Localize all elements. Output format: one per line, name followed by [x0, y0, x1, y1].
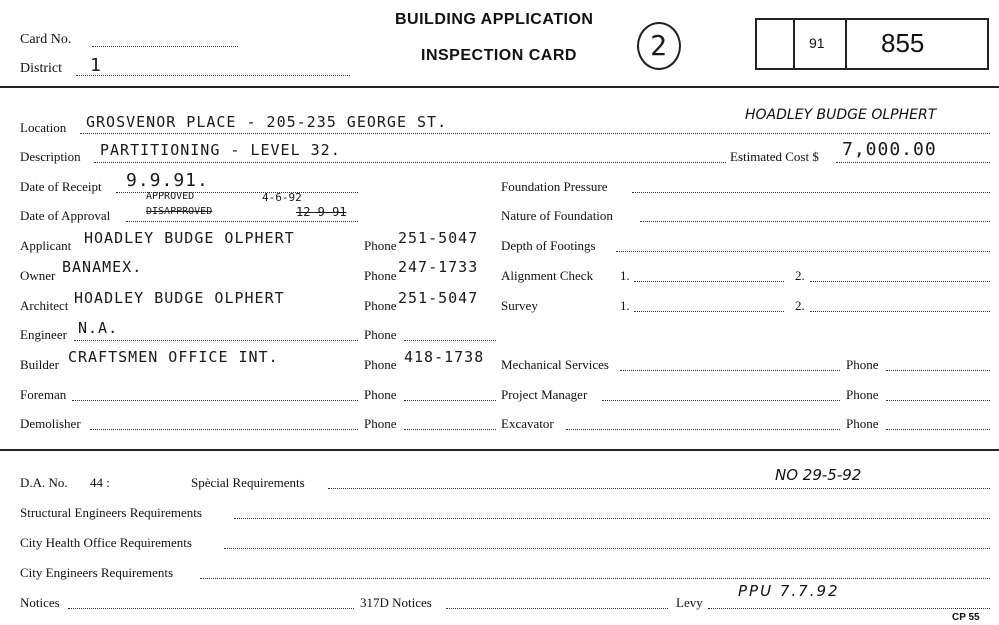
pm-phone-line: [886, 400, 990, 401]
location-note: HOADLEY BUDGE OLPHERT: [745, 107, 937, 123]
architect-phone-label: Phone: [364, 298, 397, 313]
foreman-label: Foreman: [20, 387, 67, 402]
year-cell: 91: [793, 20, 847, 68]
date-receipt-value: 9.9.91.: [126, 170, 209, 191]
excavator-label: Excavator: [501, 416, 554, 431]
architect-value: HOADLEY BUDGE OLPHERT: [74, 289, 285, 307]
depth-footings-line: [616, 251, 990, 252]
demolisher-label: Demolisher: [20, 416, 81, 431]
form-code: CP 55: [952, 612, 980, 623]
foreman-line: [72, 400, 358, 401]
demolisher-phone-line: [404, 429, 496, 430]
card-number: 855: [881, 28, 925, 58]
owner-value: BANAMEX.: [62, 258, 143, 276]
survey-1: 1.: [620, 298, 630, 313]
applicant-label: Applicant: [20, 238, 72, 253]
engineer-phone-line: [404, 340, 496, 341]
alignment-2: 2.: [795, 268, 805, 283]
notices-317d-label: 317D Notices: [360, 595, 432, 610]
levy-value: PPU 7.7.92: [738, 582, 840, 600]
district-line: [76, 75, 350, 76]
alignment-2-line: [810, 281, 990, 282]
excavator-phone-line: [886, 429, 990, 430]
structural-req-label: Structural Engineers Requirements: [20, 505, 202, 520]
date-approval-label: Date of Approval: [20, 208, 111, 223]
survey-1-line: [634, 311, 784, 312]
notices-label: Notices: [20, 595, 60, 610]
card-no-line: [92, 46, 238, 47]
description-label: Description: [20, 149, 81, 164]
mechanical-phone-label: Phone: [846, 357, 879, 372]
divider-middle: [0, 449, 999, 451]
estimated-cost-value: 7,000.00: [842, 139, 937, 160]
approval-approved-note: APPROVED: [146, 191, 195, 202]
structural-req-line: [234, 518, 990, 519]
special-req-line: [328, 488, 990, 489]
location-label: Location: [20, 120, 67, 135]
special-req-value: NO 29-5-92: [775, 466, 862, 484]
applicant-value: HOADLEY BUDGE OLPHERT: [84, 229, 295, 247]
survey-2-line: [810, 311, 990, 312]
city-eng-req-line: [200, 578, 990, 579]
engineer-value: N.A.: [78, 319, 119, 337]
builder-phone: 418-1738: [404, 348, 485, 366]
foreman-phone-line: [404, 400, 496, 401]
date-receipt-label: Date of Receipt: [20, 179, 102, 194]
notices-317d-line: [446, 608, 668, 609]
title-line-2: INSPECTION CARD: [421, 47, 577, 64]
architect-label: Architect: [20, 298, 69, 313]
approval-disapproved-note: DISAPPROVED: [146, 206, 213, 217]
mechanical-line: [620, 370, 840, 371]
depth-footings-label: Depth of Footings: [501, 238, 596, 253]
applicant-phone: 251-5047: [398, 229, 479, 247]
estimated-cost-label: Estimated Cost $: [730, 149, 819, 164]
demolisher-line: [90, 429, 358, 430]
applicant-phone-label: Phone: [364, 238, 397, 253]
district-label: District: [20, 61, 62, 76]
engineer-line: [74, 340, 358, 341]
estimated-cost-line: [836, 162, 990, 163]
architect-phone: 251-5047: [398, 289, 479, 307]
special-req-label: Spècial Requirements: [191, 475, 305, 490]
city-eng-req-label: City Engineers Requirements: [20, 565, 174, 580]
mechanical-phone-line: [886, 370, 990, 371]
approval-date-note: 4-6-92: [262, 191, 302, 204]
project-manager-line: [602, 400, 840, 401]
card-no-label: Card No.: [20, 32, 72, 47]
description-line: [94, 162, 726, 163]
description-value: PARTITIONING - LEVEL 32.: [100, 141, 341, 159]
alignment-label: Alignment Check: [501, 268, 594, 283]
engineer-phone-label: Phone: [364, 327, 397, 342]
alignment-1: 1.: [620, 268, 630, 283]
demolisher-phone-label: Phone: [364, 416, 397, 431]
levy-line: [708, 608, 990, 609]
excavator-line: [566, 429, 840, 430]
health-req-label: City Health Office Requirements: [20, 535, 192, 550]
da-label: D.A. No.: [20, 475, 68, 490]
mechanical-label: Mechanical Services: [501, 357, 609, 372]
builder-value: CRAFTSMEN OFFICE INT.: [68, 348, 279, 366]
owner-label: Owner: [20, 268, 56, 283]
survey-2: 2.: [795, 298, 805, 313]
notices-line: [68, 608, 354, 609]
pm-phone-label: Phone: [846, 387, 879, 402]
nature-foundation-label: Nature of Foundation: [501, 208, 613, 223]
engineer-label: Engineer: [20, 327, 67, 342]
circled-number: 2: [637, 22, 681, 70]
da-value: 44 :: [90, 475, 110, 490]
divider-top: [0, 86, 999, 88]
levy-label: Levy: [676, 595, 703, 610]
location-value: GROSVENOR PLACE - 205-235 GEORGE ST.: [86, 113, 448, 131]
foundation-pressure-label: Foundation Pressure: [501, 179, 608, 194]
location-line: [80, 133, 990, 134]
health-req-line: [224, 548, 990, 549]
alignment-1-line: [634, 281, 784, 282]
approval-struck-date: 12-9-91: [296, 205, 347, 219]
project-manager-label: Project Manager: [501, 387, 588, 402]
date-approval-line: [126, 221, 358, 222]
excavator-phone-label: Phone: [846, 416, 879, 431]
nature-foundation-line: [640, 221, 990, 222]
card-number-box: [755, 18, 989, 70]
foundation-pressure-line: [632, 192, 990, 193]
district-value: 1: [90, 55, 102, 76]
builder-label: Builder: [20, 357, 59, 372]
survey-label: Survey: [501, 298, 538, 313]
owner-phone: 247-1733: [398, 258, 479, 276]
foreman-phone-label: Phone: [364, 387, 397, 402]
title-line-1: BUILDING APPLICATION: [395, 11, 594, 28]
owner-phone-label: Phone: [364, 268, 397, 283]
builder-phone-label: Phone: [364, 357, 397, 372]
